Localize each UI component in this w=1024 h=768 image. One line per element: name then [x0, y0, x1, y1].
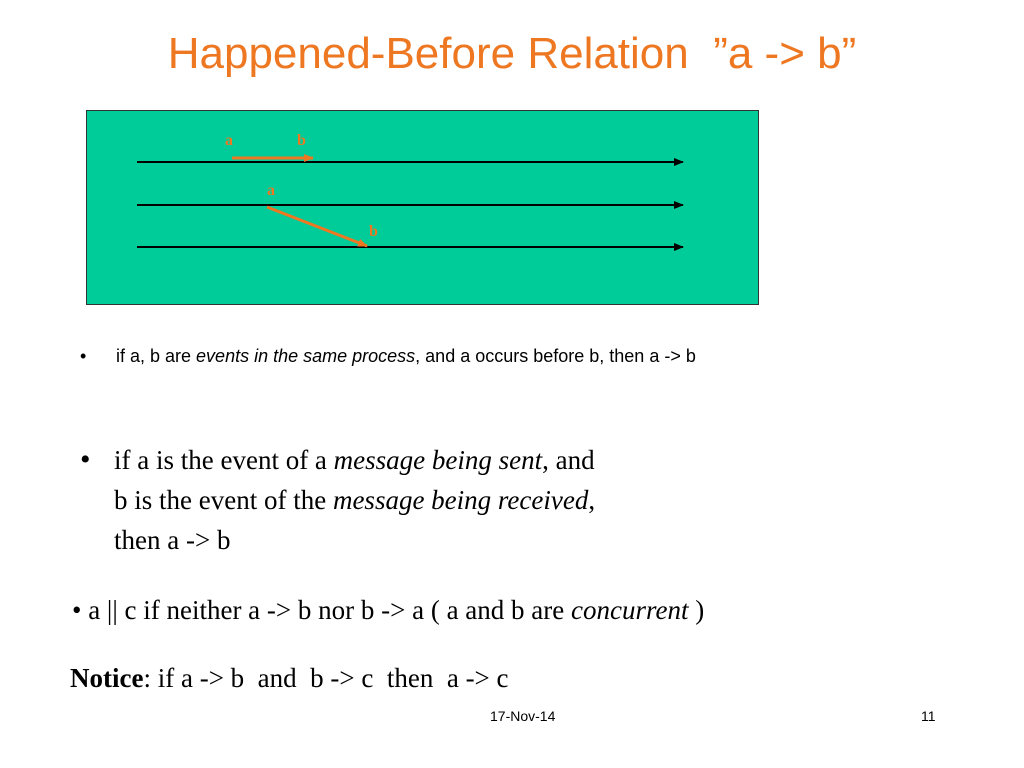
notice-label: Notice [70, 663, 144, 693]
message-line-3: then a -> b [114, 525, 231, 555]
bullet-marker: • [80, 443, 91, 476]
notice-text: : if a -> b and b -> c then a -> c [143, 663, 509, 693]
message-arrow [267, 207, 367, 246]
concurrent-bullet [72, 590, 704, 630]
event-label-top-a: a [225, 132, 233, 149]
concurrent-emphasis: concurrent [571, 595, 689, 625]
message-bullet-lines [114, 440, 595, 560]
happened-before-diagram [86, 110, 759, 305]
message-line-2-prefix: b is the event of the [114, 485, 333, 515]
bullet-marker: • [72, 595, 82, 625]
notice-line [70, 658, 509, 698]
same-process-prefix: if a, b are [116, 346, 197, 366]
same-process-emphasis: events in the same process [196, 346, 416, 366]
event-label-bottom-b: b [369, 223, 378, 240]
concurrent-suffix: ) [688, 595, 705, 625]
slide-title: Happened-Before Relation ”a -> b” [167, 29, 857, 78]
message-line-1 [114, 440, 595, 480]
message-line-1-prefix: if a is the event of a [114, 445, 334, 475]
event-label-top-b: b [297, 132, 306, 149]
bullet-marker: • [80, 346, 87, 366]
message-line-2 [114, 480, 595, 520]
same-process-bullet [80, 346, 696, 367]
message-line-1-suffix: , and [542, 445, 595, 475]
same-process-suffix: , and a occurs before b, then a -> b [415, 346, 696, 366]
footer-date: 17-Nov-14 [490, 708, 556, 724]
message-line-2-emphasis: message being received [332, 485, 589, 515]
message-line-1-emphasis: message being sent [333, 445, 543, 475]
message-line-2-suffix: , [588, 485, 596, 515]
concurrent-prefix: a || c if neither a -> b nor b -> a ( a and b are [81, 595, 571, 625]
event-label-mid-a: a [267, 182, 275, 199]
page-number: 11 [921, 708, 936, 724]
diagram-canvas [87, 111, 760, 306]
